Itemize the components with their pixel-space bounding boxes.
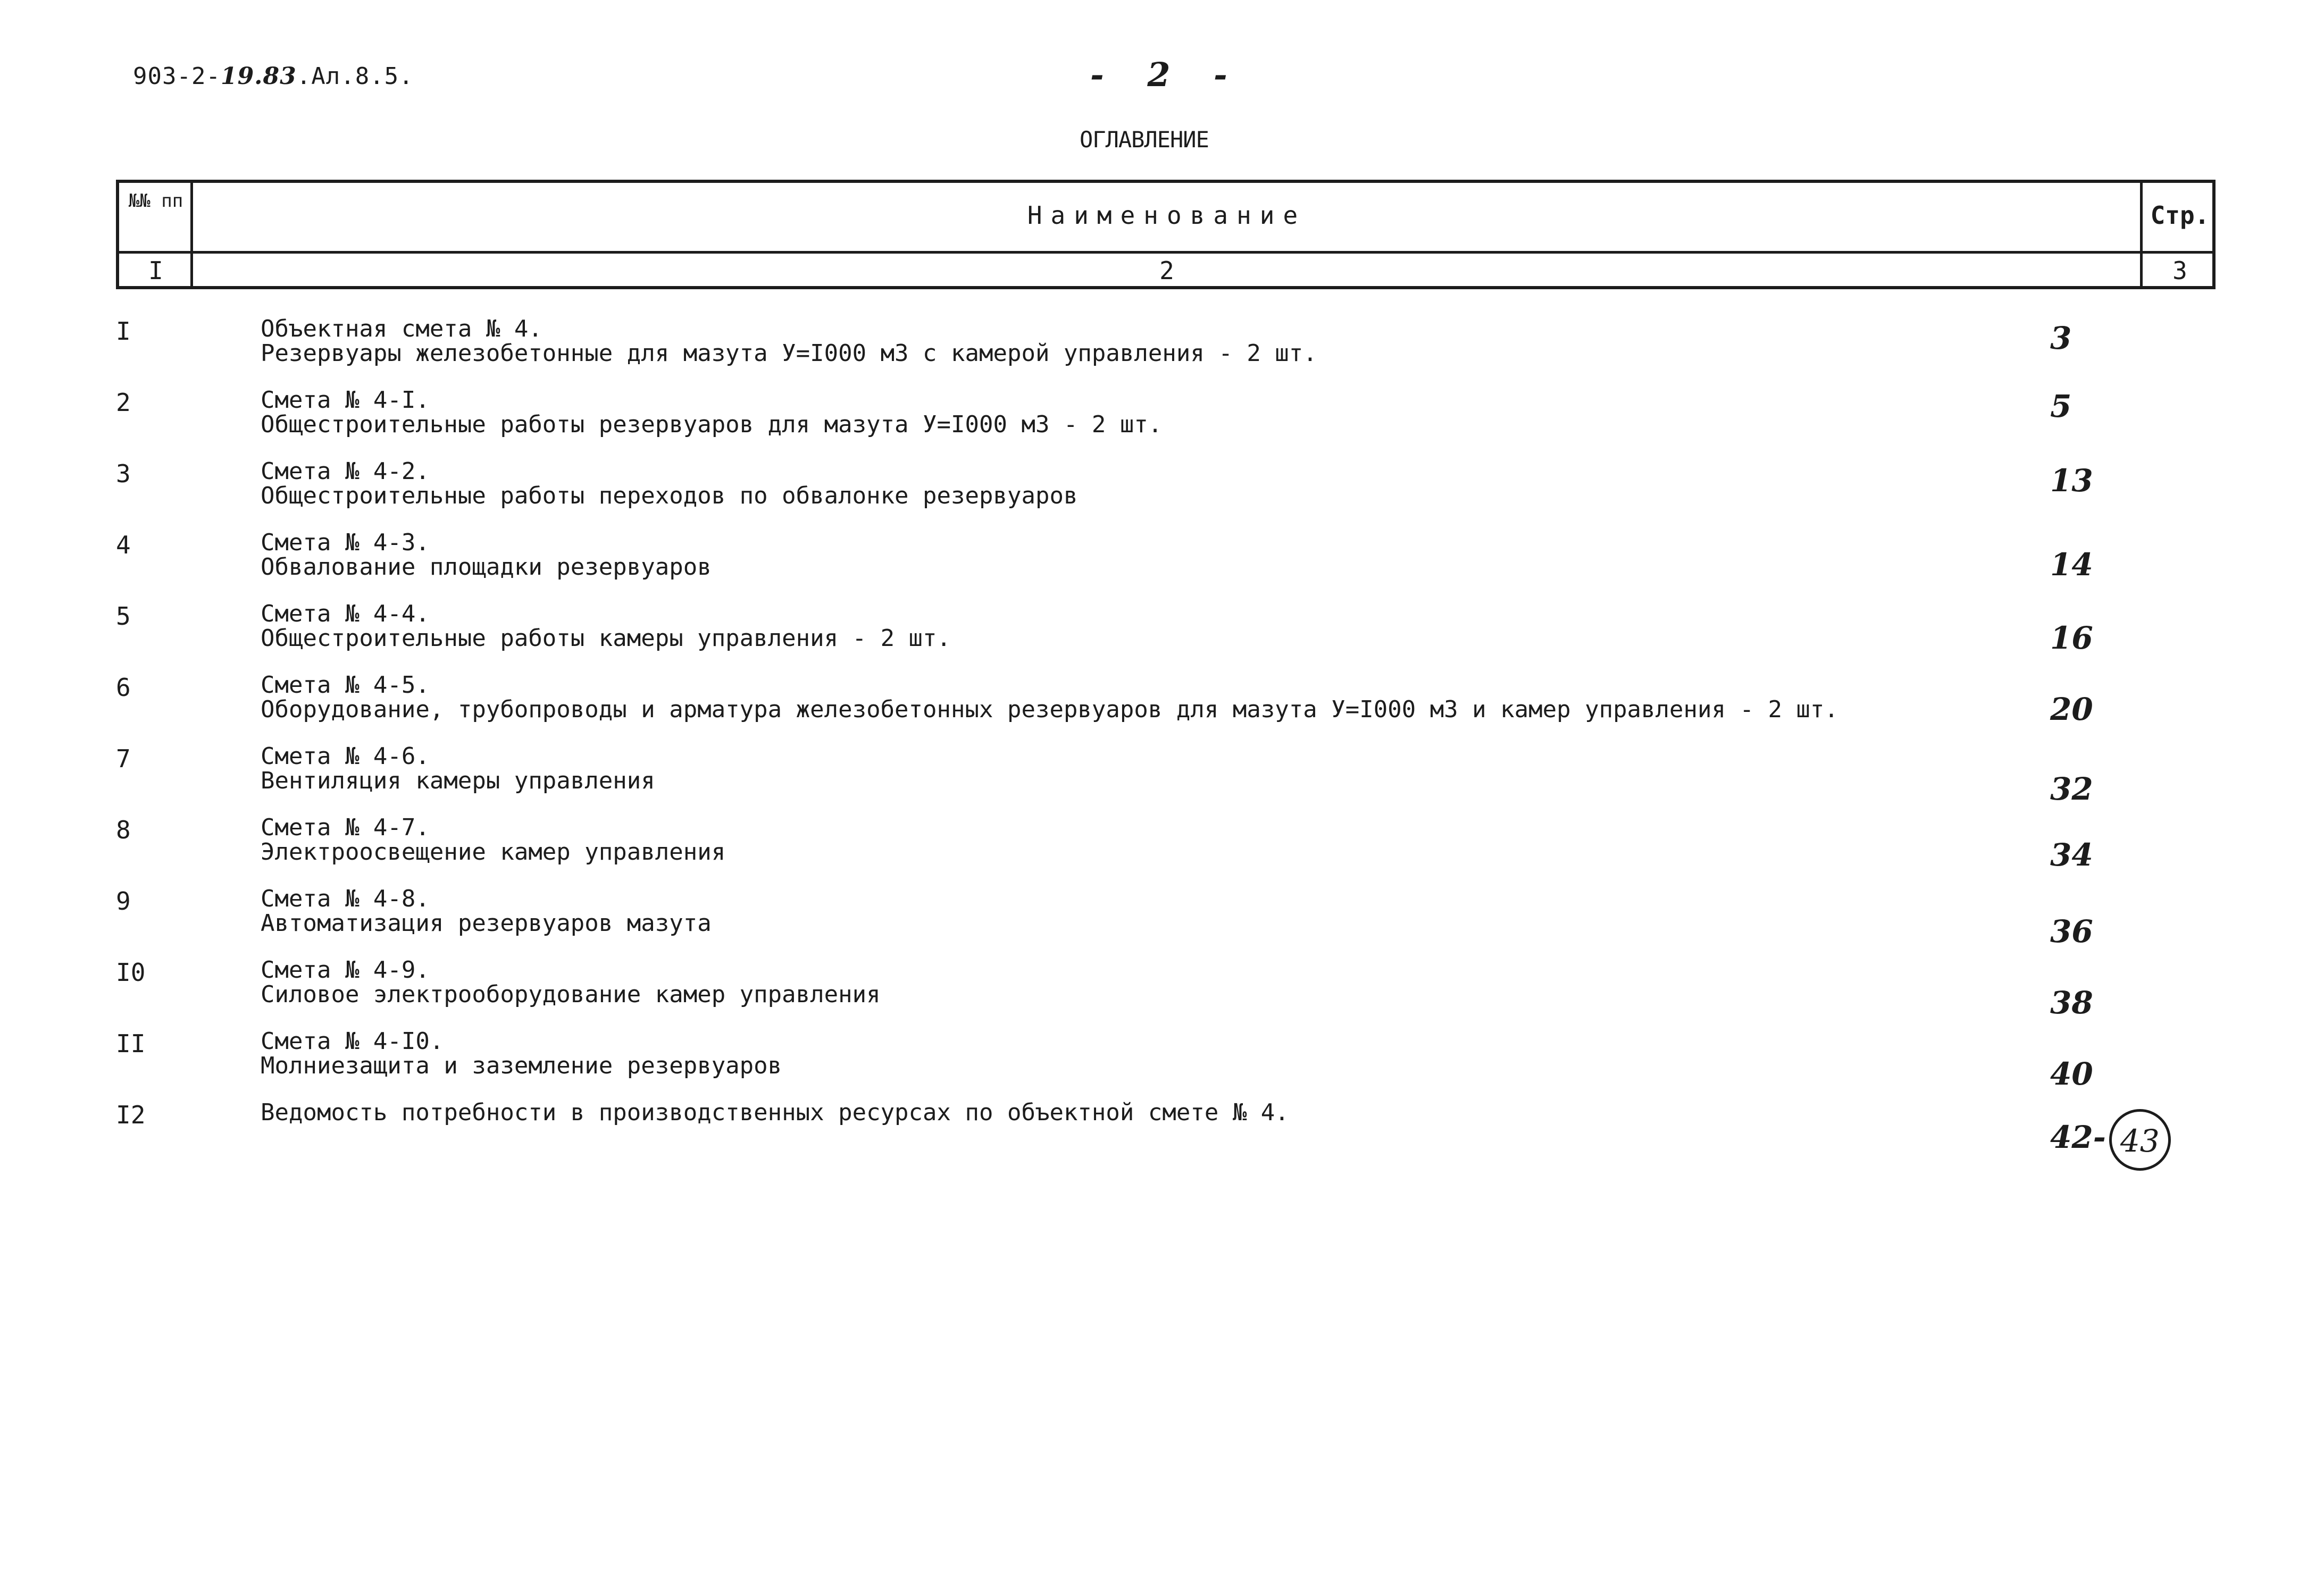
item-title: Объектная смета № 4. bbox=[261, 315, 542, 342]
page-number: - 2 - bbox=[1090, 55, 1243, 94]
item-text bbox=[261, 744, 655, 793]
item-title: Смета № 4-5. bbox=[261, 671, 430, 699]
item-text bbox=[261, 459, 1077, 508]
column-index-1: I bbox=[148, 256, 163, 285]
item-page: 20 bbox=[2050, 691, 2093, 727]
item-page: 3 bbox=[2050, 320, 2072, 356]
item-description: Вентиляция камеры управления bbox=[261, 767, 655, 794]
document-code-prefix: 903-2- bbox=[133, 63, 221, 90]
item-number: 9 bbox=[116, 887, 131, 916]
item-title: Смета № 4-4. bbox=[261, 600, 430, 627]
item-title: Смета № 4-I0. bbox=[261, 1028, 444, 1055]
item-number: I0 bbox=[116, 958, 146, 987]
item-page: 40 bbox=[2050, 1056, 2093, 1092]
item-page: 13 bbox=[2050, 463, 2093, 499]
item-text bbox=[261, 1101, 1289, 1125]
item-text bbox=[261, 887, 712, 936]
item-page: 32 bbox=[2050, 771, 2093, 807]
item-title: Смета № 4-9. bbox=[261, 956, 430, 984]
item-title: Смета № 4-8. bbox=[261, 885, 430, 912]
item-number: 6 bbox=[116, 673, 131, 702]
item-text bbox=[261, 388, 1162, 437]
item-number: II bbox=[116, 1029, 146, 1058]
circled-page-number: 43 bbox=[2109, 1109, 2171, 1171]
column-index-2: 2 bbox=[1159, 256, 1174, 285]
item-description: Молниезащита и заземление резервуаров bbox=[261, 1052, 782, 1079]
item-description: Обвалование площадки резервуаров bbox=[261, 553, 712, 581]
item-text bbox=[261, 816, 725, 864]
item-page: 5 bbox=[2050, 388, 2072, 424]
column-header-name: Наименование bbox=[1027, 201, 1307, 230]
table-header bbox=[116, 180, 2216, 289]
item-title: Смета № 4-I. bbox=[261, 387, 430, 414]
item-description: Оборудование, трубопроводы и арматура железобетонных резервуаров для мазута У=I000 м3 и камер управления - 2 шт. bbox=[261, 696, 1838, 723]
row-divider bbox=[119, 251, 2212, 254]
document-code-handwritten: 19.83 bbox=[220, 63, 297, 90]
item-description: Общестроительные работы резервуаров для мазута У=I000 м3 - 2 шт. bbox=[261, 411, 1163, 438]
item-text bbox=[261, 531, 712, 580]
item-text bbox=[261, 673, 1838, 722]
item-number: 5 bbox=[116, 602, 131, 631]
item-title: Смета № 4-6. bbox=[261, 743, 430, 770]
item-number: 8 bbox=[116, 816, 131, 844]
item-number: 2 bbox=[116, 388, 131, 417]
item-title: Смета № 4-2. bbox=[261, 458, 430, 485]
item-title: Ведомость потребности в производственных ресурсах по объектной смете № 4. bbox=[261, 1099, 1289, 1126]
item-number: 7 bbox=[116, 744, 131, 773]
item-number: I2 bbox=[116, 1101, 146, 1129]
item-page bbox=[2050, 1109, 2171, 1171]
document-code bbox=[133, 63, 414, 90]
item-page-start: 42- bbox=[2050, 1119, 2106, 1155]
item-text bbox=[261, 317, 1317, 366]
item-text bbox=[261, 602, 951, 651]
item-text bbox=[261, 958, 881, 1007]
item-description: Общестроительные работы переходов по обвалонке резервуаров bbox=[261, 482, 1078, 509]
document-code-suffix: .Ал.8.5. bbox=[296, 63, 414, 90]
page-title: ОГЛАВЛЕНИЕ bbox=[1080, 127, 1209, 153]
item-description: Силовое электрооборудование камер управления bbox=[261, 981, 881, 1008]
item-number: 3 bbox=[116, 459, 131, 488]
item-page: 34 bbox=[2050, 837, 2093, 873]
item-description: Резервуары железобетонные для мазута У=I000 м3 с камерой управления - 2 шт. bbox=[261, 340, 1317, 367]
item-text bbox=[261, 1029, 782, 1078]
column-header-number: №№ пп bbox=[128, 190, 183, 212]
item-description: Электроосвещение камер управления bbox=[261, 838, 726, 866]
item-title: Смета № 4-7. bbox=[261, 814, 430, 841]
item-number: I bbox=[116, 317, 131, 346]
item-page: 36 bbox=[2050, 913, 2093, 950]
item-page: 14 bbox=[2050, 547, 2093, 583]
item-number: 4 bbox=[116, 531, 131, 559]
column-header-page: Стр. bbox=[2150, 201, 2210, 230]
item-page: 16 bbox=[2050, 620, 2093, 656]
item-title: Смета № 4-3. bbox=[261, 529, 430, 556]
item-description: Общестроительные работы камеры управления - 2 шт. bbox=[261, 625, 951, 652]
column-index-3: 3 bbox=[2172, 256, 2187, 285]
item-page: 38 bbox=[2050, 985, 2093, 1021]
item-description: Автоматизация резервуаров мазута bbox=[261, 910, 712, 937]
